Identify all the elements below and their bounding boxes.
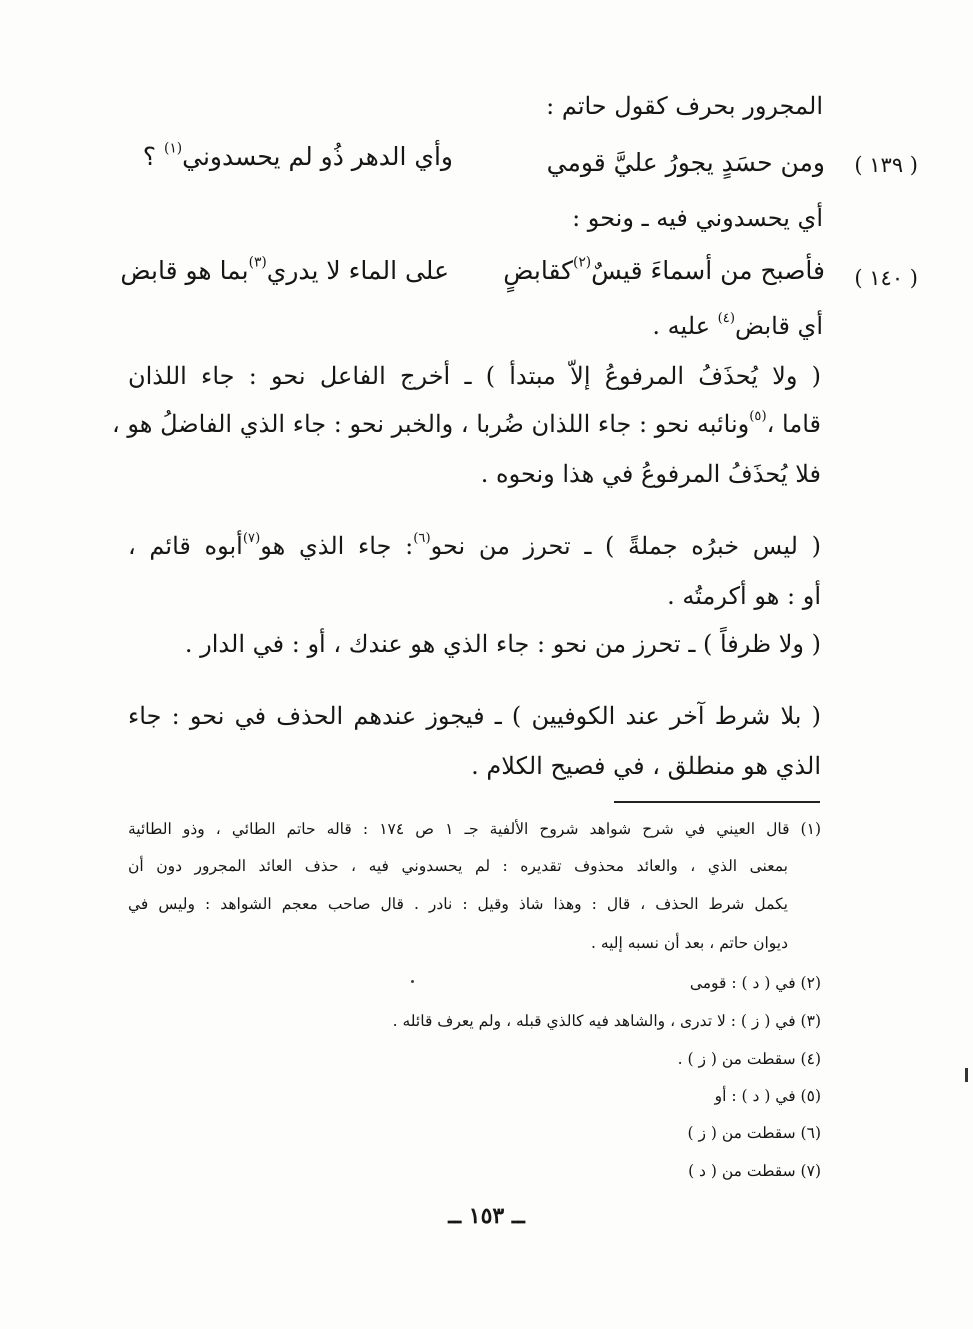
scan-edge-mark [965, 1068, 968, 1082]
intro-line [546, 92, 823, 120]
intro-text: المجرور بحرف كقول حاتم : [546, 92, 823, 120]
para3-line: ( ولا ظرفاً ) ـ تحرز من نحو : جاء الذي هو عندك ، أو : في الدار . [184, 630, 821, 658]
footnote-1-line3: يكمل شرط الحذف ، قال : وهذا شاذ وقيل : نادر . قال صاحب معجم الشواهد : وليس في [128, 895, 788, 913]
footnote-1-line1: (١) قال العيني في شرح شواهد شروح الألفية جـ ١ ص ١٧٤ : قاله حاتم الطائي ، وذو الطائية [128, 820, 821, 838]
para4-line2: الذي هو منطلق ، في فصيح الكلام . [471, 752, 821, 780]
para2-line1-mid: : جاء الذي هو [260, 532, 414, 560]
para1-line2-rest: ونائبه نحو : جاء اللذان ضُربا ، والخبر نحو : جاء الذي الفاضلُ هو ، [112, 410, 750, 438]
footnote-1-line4: ديوان حاتم ، بعد أن نسبه إليه . [590, 934, 788, 952]
verse-139-second-text: وأي الدهر ذُو لم يحسدوني [182, 142, 453, 171]
footnote-4: (٤) سقطت من ( ز ) . [677, 1050, 821, 1068]
footnote-separator [614, 801, 820, 803]
para2-line1 [128, 532, 821, 560]
verse-number-140: ( ١٤٠ ) [854, 266, 918, 290]
verse-139-question-mark: ؟ [142, 142, 164, 171]
verse-140-first-text: فأصبح من أسماءَ قيسٌ [591, 256, 825, 285]
para1-line2-start: قاما ، [766, 410, 821, 438]
footnote-7: (٧) سقطت من ( د ) [688, 1162, 821, 1180]
verse-140-first-end: كقابضٍ [503, 256, 574, 285]
para1-line2 [112, 409, 821, 438]
verse-number-139: ( ١٣٩ ) [854, 153, 918, 177]
footnote-2: (٢) في ( د ) : قومى [689, 974, 821, 992]
verse-140-second-end: بما هو قابض [120, 256, 249, 285]
para2-line1-start: ( ليس خبرُه جملةً ) ـ تحرز من نحو [430, 532, 821, 560]
footnote-ref-7: (٧) [242, 531, 261, 547]
line-after-140-text: أي قابض [735, 312, 823, 340]
para2-line2: أو : هو أكرمتُه . [667, 582, 821, 610]
verse-139-second-hemistich [143, 142, 453, 171]
verse-140-first-hemistich [503, 256, 825, 285]
para4-line1: ( بلا شرط آخر عند الكوفيين ) ـ فيجوز عندهم الحذف في نحو : جاء [128, 702, 821, 730]
line-after-140 [652, 312, 823, 340]
para1-line1: ( ولا يُحذَفُ المرفوعُ إلاّ مبتدأ ) ـ أخرج الفاعل نحو : جاء اللذان [128, 362, 821, 390]
line-after-140-end: عليه . [652, 312, 718, 340]
footnote-6: (٦) سقطت من ( ز ) [687, 1124, 821, 1142]
stray-dot [411, 980, 414, 983]
footnote-ref-4: (٤) [717, 311, 736, 327]
line-after-139: أي يحسدوني فيه ـ ونحو : [572, 204, 823, 232]
para1-line3: فلا يُحذَفُ المرفوعُ في هذا ونحوه . [480, 460, 821, 488]
footnote-ref-5: (٥) [749, 409, 767, 425]
footnote-1-line2: بمعنى الذي ، والعائد محذوف تقديره : لم يحسدوني فيه ، حذف العائد المجرور دون أن [128, 857, 788, 875]
footnote-ref-1: (١) [163, 140, 183, 157]
footnote-ref-3: (٣) [248, 254, 267, 271]
footnote-ref-6: (٦) [413, 531, 431, 547]
footnote-ref-2: (٢) [573, 254, 592, 271]
verse-140-second-text: على الماء لا يدري [266, 256, 449, 285]
verse-140-second-hemistich [120, 256, 449, 285]
footnote-3: (٣) في ( ز ) : لا تدرى ، والشاهد فيه كالذي قبله ، ولم يعرف قائله . [392, 1012, 821, 1030]
footnote-5: (٥) في ( د ) : أو [714, 1087, 821, 1105]
verse-139-first-hemistich: ومن حسَدٍ يجورُ عليَّ قومي [546, 148, 825, 177]
page-number: ــ ١٥٣ ــ [448, 1203, 525, 1229]
para2-line1-end: أبوه قائم ، [128, 532, 243, 560]
